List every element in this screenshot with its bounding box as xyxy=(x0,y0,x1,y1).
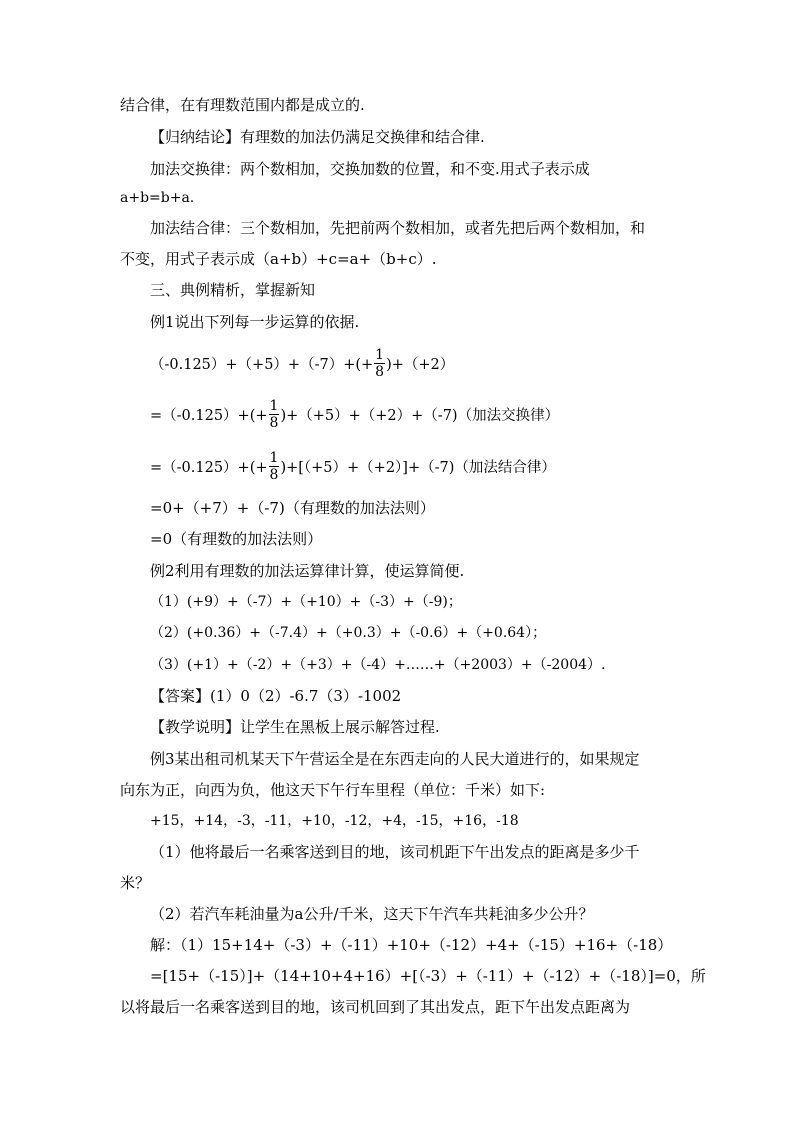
step2-after: )+（+5）+（+2）+（-7)（加法交换律） xyxy=(280,407,560,424)
example1-step1 xyxy=(150,341,454,385)
example3-intro-line1: 例3某出租司机某天下午营运全是在东西走向的人民大道进行的，如果规定 xyxy=(150,750,640,768)
associative-formula-line: 不变，用式子表示成（a+b）+c=a+（b+c）. xyxy=(120,250,437,268)
example1-step3 xyxy=(150,444,556,488)
solution-line3: 以将最后一名乘客送到目的地，该司机回到了其出发点，距下午出发点距离为 xyxy=(120,998,631,1016)
step3-after: )+[（+5）+（+2）]+（-7)（加法结合律） xyxy=(280,459,556,476)
solution-line1: 解：（1）15+14+（-3）+（-11）+10+（-12）+4+（-15）+16+（-18） xyxy=(150,936,673,954)
example2-question3: （3）(+1）+（-2）+（+3）+（-4）+……+（+2003）+（-2004）. xyxy=(150,657,606,673)
fraction-denominator: 8 xyxy=(269,466,279,483)
fraction-numerator: 1 xyxy=(375,346,385,363)
step3-before: =（-0.125）+(+ xyxy=(150,459,268,476)
solution-line2: =[15+（-15）]+（14+10+4+16）+[（-3）+（-11）+（-12）+（-18）]=0，所 xyxy=(150,967,706,985)
section-heading: 三、典例精析，掌握新知 xyxy=(150,281,316,299)
example2-question1: （1）(+9）+（-7）+（+10）+（-3）+（-9)； xyxy=(150,594,462,610)
text-line: 结合律，在有理数范围内都是成立的. xyxy=(120,96,365,114)
example3-intro-line2: 向东为正，向西为负，他这天下午行车里程（单位：千米）如下: xyxy=(120,781,546,799)
fraction-numerator: 1 xyxy=(269,397,279,414)
example2-answer: 【答案】(1）0（2）-6.7（3）-1002 xyxy=(150,687,402,705)
commutative-law-line: 加法交换律：两个数相加，交换加数的位置，和不变.用式子表示成 xyxy=(150,160,590,178)
associative-law-line: 加法结合律：三个数相加，先把前两个数相加，或者先把后两个数相加，和 xyxy=(150,219,646,237)
example3-question1-line2: 米？ xyxy=(120,874,151,892)
teaching-note: 【教学说明】让学生在黑板上展示解答过程. xyxy=(150,718,440,736)
example3-question2: （2）若汽车耗油量为a公升/千米，这天下午汽车共耗油多少公升？ xyxy=(150,905,594,923)
step1-after: )+（+2） xyxy=(386,356,455,373)
example1-step5: =0（有理数的加法法则） xyxy=(150,530,323,548)
fraction-one-eighth xyxy=(269,398,280,431)
fraction-one-eighth xyxy=(374,347,385,380)
example3-question1-line1: （1）他将最后一名乘客送到目的地，该司机距下午出发点的距离是多少千 xyxy=(150,843,640,861)
commutative-formula: a+b=b+a. xyxy=(120,190,195,206)
mileage-data: +15，+14，-3，-11，+10，-12，+4，-15，+16，-18 xyxy=(150,813,519,829)
fraction-denominator: 8 xyxy=(269,414,279,431)
step2-before: =（-0.125）+(+ xyxy=(150,407,268,424)
step1-before: （-0.125）+（+5）+（-7）+(+ xyxy=(150,356,374,373)
conclusion-line: 【归纳结论】有理数的加法仍满足交换律和结合律. xyxy=(150,128,485,146)
example2-question2: （2）(+0.36）+（-7.4）+（+0.3）+（-0.6）+（+0.64）； xyxy=(150,625,547,641)
fraction-one-eighth xyxy=(269,450,280,483)
fraction-numerator: 1 xyxy=(269,449,279,466)
example1-step2 xyxy=(150,392,559,436)
example1-step4: =0+（+7）+（-7)（有理数的加法法则） xyxy=(150,499,435,517)
example2-title: 例2利用有理数的加法运算律计算，使运算简便. xyxy=(150,562,465,580)
example1-title: 例1说出下列每一步运算的依据. xyxy=(150,313,360,331)
fraction-denominator: 8 xyxy=(375,363,385,380)
